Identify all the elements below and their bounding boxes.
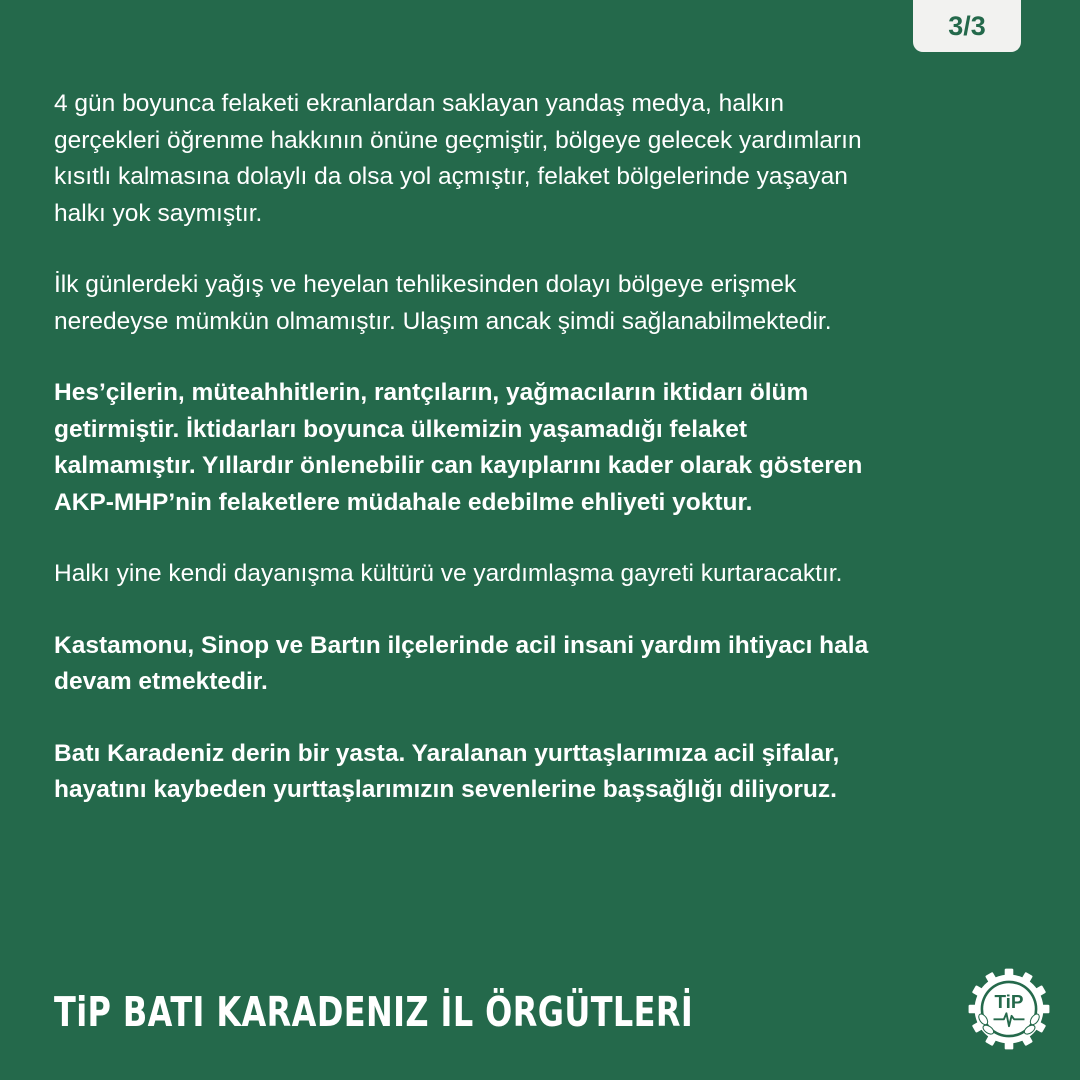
paragraph-line: Batı Karadeniz derin bir yasta. Yaralanan yurttaşlarımıza acil şifalar, [54,739,840,767]
paragraph-line: 4 gün boyunca felaketi ekranlardan saklayan yandaş medya, halkın [54,90,785,117]
statement-paragraph [54,86,1044,232]
logo-label: TiP [994,992,1024,1014]
statement-body [54,86,1044,844]
paragraph-line: gerçekleri öğrenme hakkının önüne geçmiştir, bölgeye gelecek yardımların [54,126,862,154]
statement-paragraph [54,375,1044,521]
page-indicator-text: 3/3 [948,10,986,41]
statement-paragraph [54,628,1044,701]
paragraph-line: neredeyse mümkün olmamıştır. Ulaşım ancak şimdi sağlanabilmektedir. [54,307,832,335]
organization-title: TiP BATI KARADENIZ İL ÖRGÜTLERİ [54,988,694,1036]
paragraph-line: hayatını kaybeden yurttaşlarımızın sevenlerine başsağlığı diliyoruz. [54,776,837,803]
paragraph-line: AKP-MHP’nin felaketlere müdahale edebilme ehliyeti yoktur. [54,488,753,516]
statement-paragraph [54,556,1044,593]
paragraph-line: İlk günlerdeki yağış ve heyelan tehlikesinden dolayı bölgeye erişmek [54,271,797,298]
paragraph-line: kısıtlı kalmasına dolaylı da olsa yol açmıştır, felaket bölgelerinde yaşayan [54,163,848,190]
paragraph-line: Kastamonu, Sinop ve Bartın ilçelerinde acil insani yardım ihtiyacı hala [54,631,869,659]
paragraph-line: kalmamıştır. Yıllardır önlenebilir can kayıplarını kader olarak gösteren [54,452,863,479]
page-indicator-badge [913,0,1021,52]
tip-party-emblem-icon [966,966,1052,1052]
paragraph-line: halkı yok saymıştır. [54,199,263,227]
paragraph-line: devam etmektedir. [54,668,268,695]
paragraph-line: Hes’çilerin, müteahhitlerin, rantçıların, yağmacıların iktidarı ölüm [54,379,809,406]
statement-paragraph [54,736,1044,809]
statement-paragraph [54,267,1044,340]
paragraph-line: Halkı yine kendi dayanışma kültürü ve yardımlaşma gayreti kurtaracaktır. [54,560,843,587]
paragraph-line: getirmiştir. İktidarları boyunca ülkemizin yaşamadığı felaket [54,415,748,443]
